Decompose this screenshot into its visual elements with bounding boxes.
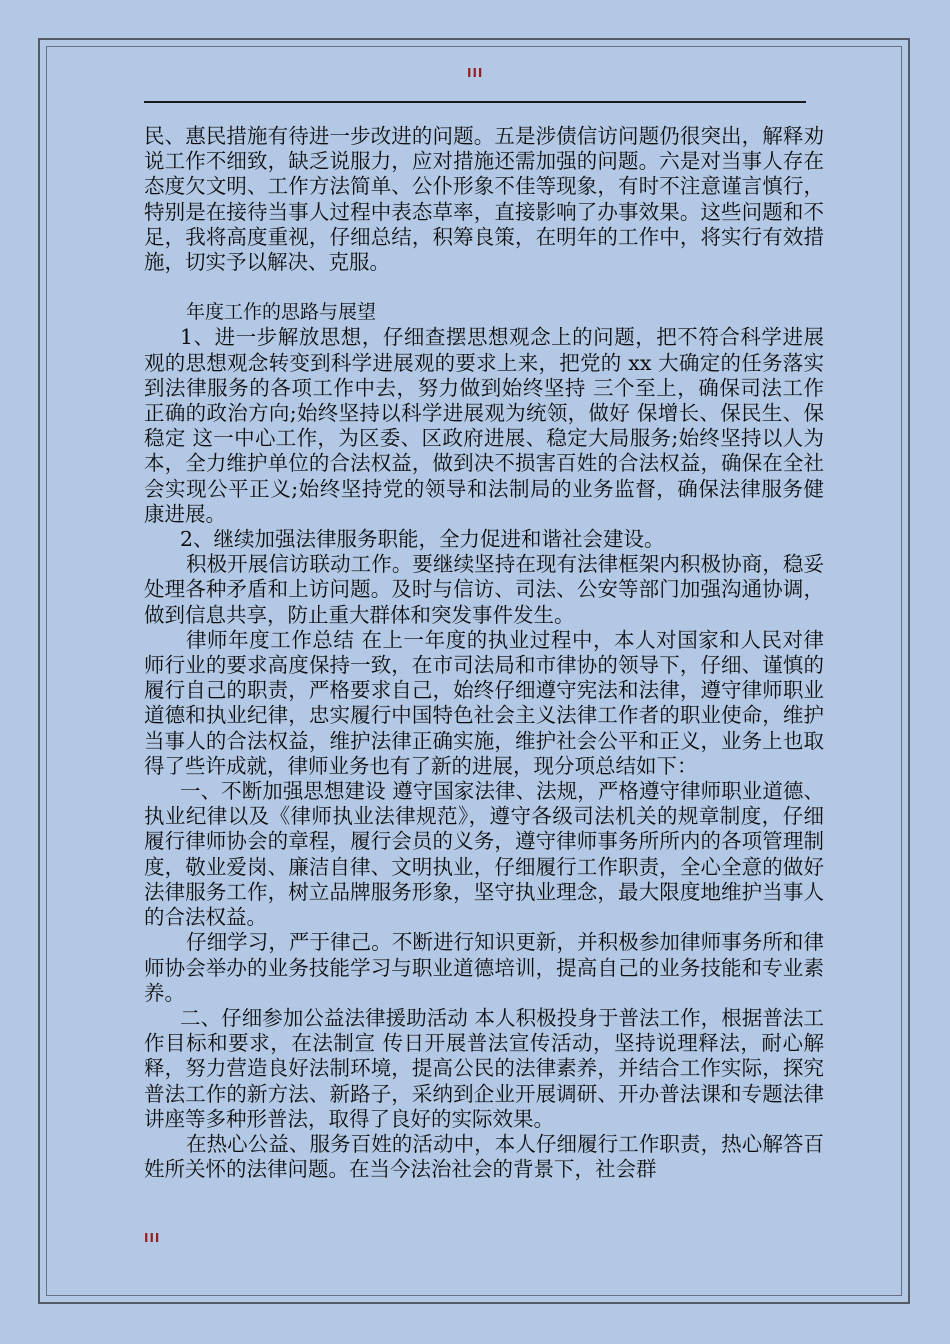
header-mark: III — [467, 66, 484, 80]
paragraph-continuation: 民、惠民措施有待进一步改进的问题。五是涉债信访问题仍很突出，解释劝说工作不细致，缺乏说服力，应对措施还需加强的问题。六是对当事人存在态度欠文明、工作方法简单、公仆形象不佳等现象，有时不注意谨言慎行，特别是在接待当事人过程中表态草率，直接影响了办事效果。这些问题和不足，我将高度重视，仔细总结，积筹良策，在明年的工作中，将实行有效措施，切实予以解决、克服。 — [144, 124, 824, 275]
header-rule — [144, 101, 806, 103]
paragraph-petition: 积极开展信访联动工作。要继续坚持在现有法律框架内积极协商，稳妥处理各种矛盾和上访问题。及时与信访、司法、公安等部门加强沟通协调，做到信息共享，防止重大群体和突发事件发生。 — [144, 552, 824, 627]
paragraph-item-2: 2、继续加强法律服务职能，全力促进和谐社会建设。 — [180, 527, 665, 552]
paragraph-study: 仔细学习，严于律己。不断进行知识更新，并积极参加律师事务所和律师协会举办的业务技能学习与职业道德培训，提高自己的业务技能和专业素养。 — [144, 930, 824, 1005]
paragraph-section-1: 一、不断加强思想建设 遵守国家法律、法规，严格遵守律师职业道德、执业纪律以及《律师执业法律规范》，遵守各级司法机关的规章制度，仔细履行律师协会的章程，履行会员的义务，遵守律师事务所所内的各项管理制度，敬业爱岗、廉洁自律、文明执业，仔细履行工作职责，全心全意的做好法律服务工作，树立品牌服务形象，坚守执业理念，最大限度地维护当事人的合法权益。 — [144, 779, 824, 930]
footer-mark: III — [144, 1231, 161, 1245]
paragraph-section-2: 二、仔细参加公益法律援助活动 本人积极投身于普法工作，根据普法工作目标和要求，在法制宣 传日开展普法宣传活动，坚持说理释法，耐心解释，努力营造良好法制环境，提高公民的法律素养，并结合工作实际，探究普法工作的新方法、新路子，采纳到企业开展调研、开办普法课和专题法律讲座等多种形普法，取得了良好的实际效果。 — [144, 1005, 824, 1131]
paragraph-item-1: 1、进一步解放思想，仔细查摆思想观念上的问题，把不符合科学进展观的思想观念转变到科学进展观的要求上来，把党的 xx 大确定的任务落实到法律服务的各项工作中去，努力做到始终坚持 三个至上，确保司法工作正确的政治方向;始终坚持以科学进展观为统领，做好 保增长、保民生、保稳定 这一中心工作，为区委、区政府进展、稳定大局服务;始终坚持以人为本，全力维护单位的合法权益，做到决不损害百姓的合法权益，确保在全社会实现公平正义;始终坚持党的领导和法制局的业务监督，确保法律服务健康进展。 — [144, 325, 824, 526]
paragraph-gap — [144, 275, 824, 300]
document-body — [144, 124, 824, 1182]
section-heading: 年度工作的思路与展望 — [186, 301, 377, 324]
paragraph-summary-intro: 律师年度工作总结 在上一年度的执业过程中，本人对国家和人民对律师行业的要求高度保持一致，在市司法局和市律协的领导下，仔细、谨慎的履行自己的职责，严格要求自己，始终仔细遵守宪法和法律，遵守律师职业道德和执业纪律，忠实履行中国特色社会主义法律工作者的职业使命，维护当事人的合法权益，维护法律正确实施，维护社会公平和正义，业务上也取得了些许成就，律师业务也有了新的进展，现分项总结如下： — [144, 627, 824, 778]
paragraph-public-service: 在热心公益、服务百姓的活动中，本人仔细履行工作职责，热心解答百姓所关怀的法律问题。在当今法治社会的背景下，社会群 — [144, 1131, 824, 1182]
